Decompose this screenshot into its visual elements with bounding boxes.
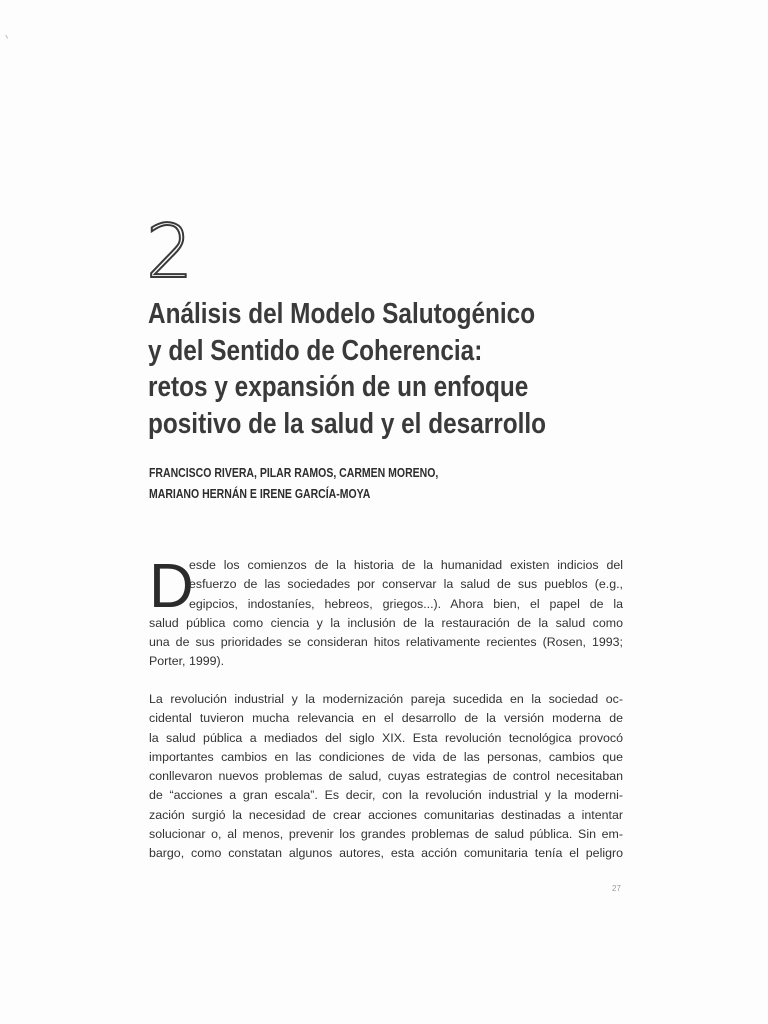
paragraph-2: [149, 690, 623, 864]
scan-artifact: [5, 33, 10, 38]
chapter-title: [148, 296, 568, 442]
authors: [149, 463, 438, 505]
paragraph-line: solucionar o, al menos, prevenir los grandes problemas de salud pública. Sin em-: [149, 827, 623, 842]
paragraph-line: La revolución industrial y la modernización pareja sucedida en la sociedad oc-: [149, 692, 623, 706]
paragraph-line: conllevaron nuevos problemas de salud, cuyas estrategias de control necesitaban: [149, 769, 623, 784]
paragraph-line: la salud pública a mediados del siglo XIX. Esta revolución tecnológica provocó: [149, 730, 623, 745]
authors-line: MARIANO HERNÁN E IRENE GARCÍA-MOYA: [149, 487, 371, 501]
paragraph-line: salud pública como ciencia y la inclusión de la restauración de la salud como: [149, 615, 623, 630]
chapter-title-line: retos y expansión de un enfoque: [148, 371, 529, 403]
chapter-title-line: Análisis del Modelo Salutogénico: [148, 298, 536, 330]
authors-line: FRANCISCO RIVERA, PILAR RAMOS, CARMEN MORENO,: [149, 466, 439, 480]
paragraph-line: de “acciones a gran escala”. Es decir, con la revolución industrial y la moderni-: [149, 788, 623, 803]
page-number: 27: [612, 884, 621, 893]
chapter-title-line: positivo de la salud y el desarrollo: [148, 407, 547, 440]
paragraph-line: cidental tuvieron mucha relevancia en el desarrollo de la versión moderna de: [149, 711, 623, 726]
chapter-number: 2: [146, 209, 194, 295]
paragraph-line: zación surgió la necesidad de crear acciones comunitarias destinadas a intentar: [149, 807, 623, 822]
paragraph-line: esde los comienzos de la historia de la humanidad existen indicios del: [189, 558, 623, 572]
paragraph-1: [149, 552, 623, 672]
paragraph-line: Porter, 1999).: [149, 654, 225, 669]
paragraph-line: egipcios, indostaníes, hebreos, griegos...). Ahora bien, el papel de la: [189, 596, 623, 611]
paragraph-line: esfuerzo de las sociedades por conservar la salud de sus pueblos (e.g.,: [189, 577, 623, 592]
chapter-title-line: y del Sentido de Coherencia:: [148, 334, 483, 367]
paragraph-line: una de sus prioridades se consideran hitos relativamente recientes (Rosen, 1993;: [149, 635, 623, 650]
paragraph-line: importantes cambios en las condiciones de vida de las personas, cambios que: [149, 749, 623, 764]
drop-cap: D: [149, 552, 194, 621]
paragraph-line: bargo, como constatan algunos autores, esta acción comunitaria tenía el peligro: [149, 846, 623, 861]
